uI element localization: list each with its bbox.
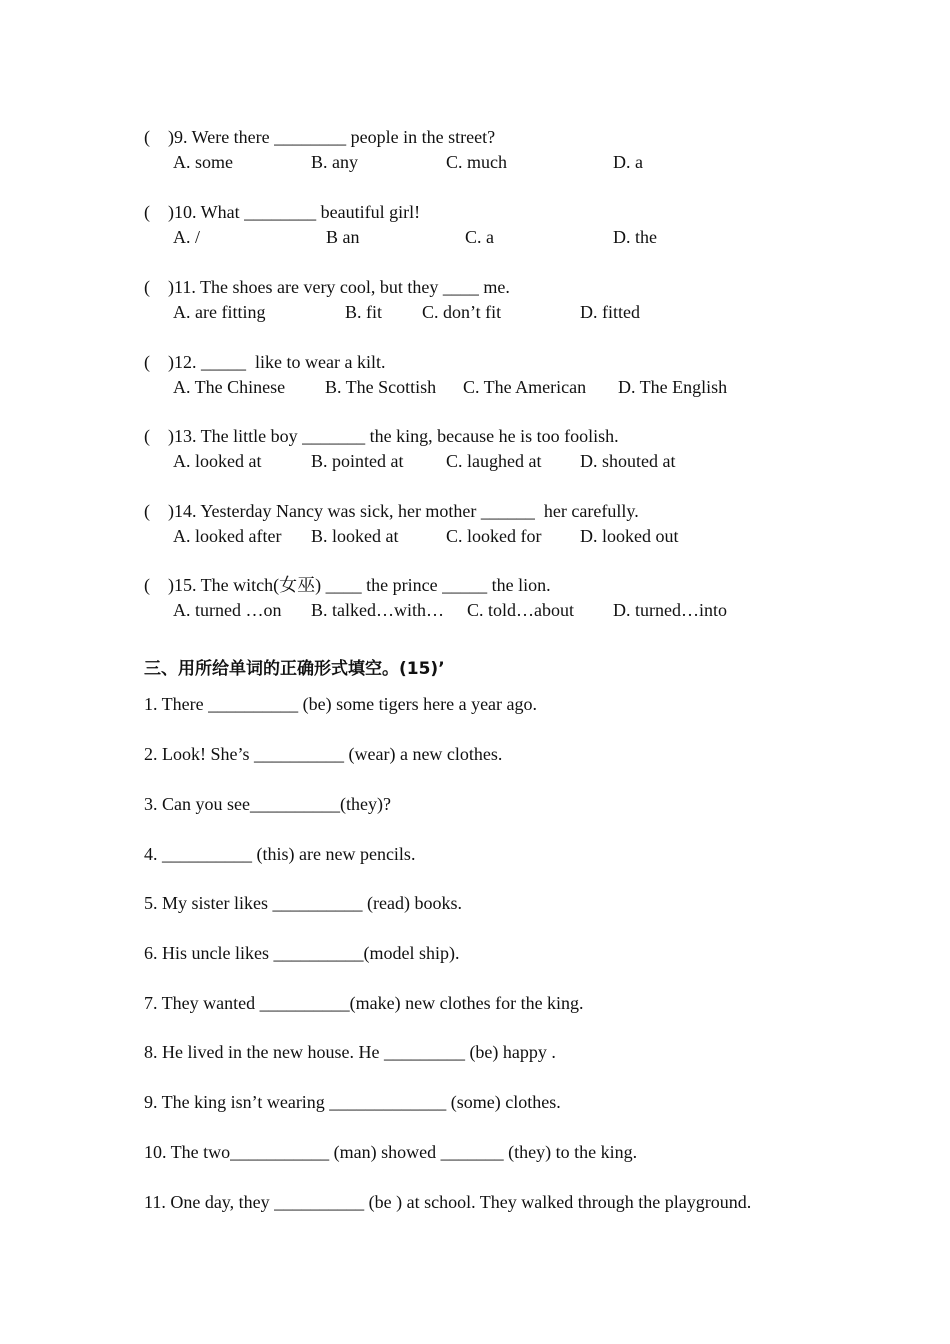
- fill-item: 1. There __________ (be) some tigers here a year ago.: [144, 694, 538, 714]
- question-stem: ( )10. What ________ beautiful girl!: [144, 202, 421, 222]
- option-d: D. the: [613, 227, 657, 247]
- question-stem: ( )15. The witch(女巫) ____ the prince _____ the lion.: [144, 575, 551, 595]
- option-a: A. The Chinese: [173, 377, 286, 397]
- option-c: C. looked for: [446, 526, 542, 546]
- option-b: B. talked…with…: [311, 600, 444, 620]
- option-b: B. looked at: [311, 526, 399, 546]
- fill-item: 5. My sister likes __________ (read) books.: [144, 893, 462, 913]
- option-d: D. shouted at: [580, 451, 676, 471]
- option-b: B. any: [311, 152, 358, 172]
- question-stem: ( )11. The shoes are very cool, but they ____ me.: [144, 277, 510, 297]
- option-b: B. fit: [345, 302, 383, 322]
- option-c: C. laughed at: [446, 451, 542, 471]
- option-a: A. looked after: [173, 526, 282, 546]
- question-stem: ( )13. The little boy _______ the king, because he is too foolish.: [144, 426, 619, 446]
- option-a: A. some: [173, 152, 233, 172]
- fill-item: 7. They wanted __________(make) new clothes for the king.: [144, 993, 584, 1013]
- option-c: C. don’t fit: [422, 302, 502, 322]
- question-stem: ( )9. Were there ________ people in the street?: [144, 127, 496, 147]
- option-d: D. turned…into: [613, 600, 727, 620]
- option-a: A. turned …on: [173, 600, 282, 620]
- option-c: C. a: [465, 227, 494, 247]
- option-b: B. The Scottish: [325, 377, 437, 397]
- option-d: D. The English: [618, 377, 728, 397]
- option-a: A. are fitting: [173, 302, 266, 322]
- fill-item: 10. The two___________ (man) showed _______ (they) to the king.: [144, 1142, 638, 1162]
- fill-item: 8. He lived in the new house. He _________ (be) happy .: [144, 1042, 556, 1062]
- option-a: A. looked at: [173, 451, 262, 471]
- section-heading: 三、用所给单词的正确形式填空。(15)’: [144, 659, 445, 679]
- option-c: C. much: [446, 152, 507, 172]
- fill-item: 9. The king isn’t wearing _____________ (some) clothes.: [144, 1092, 561, 1112]
- fill-item: 2. Look! She’s __________ (wear) a new clothes.: [144, 744, 503, 764]
- option-b: B an: [326, 227, 360, 247]
- question-stem: ( )14. Yesterday Nancy was sick, her mother ______ her carefully.: [144, 501, 639, 521]
- option-a: A. /: [173, 227, 200, 247]
- option-c: C. told…about: [467, 600, 574, 620]
- option-d: D. fitted: [580, 302, 640, 322]
- option-c: C. The American: [463, 377, 587, 397]
- option-d: D. a: [613, 152, 643, 172]
- fill-item: 3. Can you see__________(they)?: [144, 794, 391, 814]
- question-stem: ( )12. _____ like to wear a kilt.: [144, 352, 386, 372]
- fill-item: 6. His uncle likes __________(model ship).: [144, 943, 460, 963]
- option-d: D. looked out: [580, 526, 679, 546]
- option-b: B. pointed at: [311, 451, 404, 471]
- fill-item: 4. __________ (this) are new pencils.: [144, 844, 416, 864]
- fill-item: 11. One day, they __________ (be ) at school. They walked through the playground.: [144, 1192, 752, 1212]
